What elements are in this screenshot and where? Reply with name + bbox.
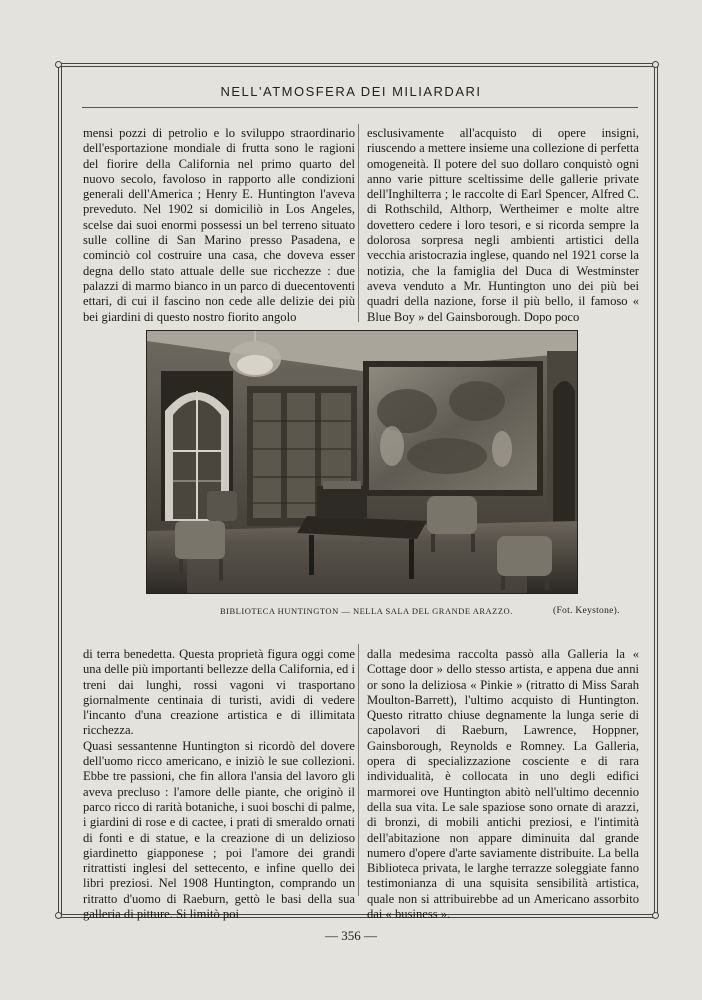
paragraph: mensi pozzi di petrolio e lo sviluppo straordinario dell'esportazione mondiale di frutta sono le ragioni del fiorire della California nel primo quarto del nuovo secolo, favoloso in rapporto alle condizioni generali dell'America ; Henry E. Huntington l'aveva preveduto. Nel 1902 si domiciliò in Los Angeles, scelse dai suoi enormi possessi un bel terreno situato sulle colline di San Marino presso Pasadena, e cominciò col costruire una casa, che doveva esser degna dello stato attuale delle sue ricchezze : due palazzi di marmo bianco in un parco di duecentoventi ettari, di cui il fascino non cede alle delizie dei più bei giardini di questo nostro fiorito angolo (83, 126, 355, 324)
right-frame-rule (654, 66, 658, 916)
frame-corner-ornament (55, 61, 62, 68)
column-divider (358, 644, 359, 896)
frame-corner-ornament (652, 912, 659, 919)
frame-corner-ornament (652, 61, 659, 68)
paragraph: dalla medesima raccolta passò alla Galleria la « Cottage door » dello stesso artista, e appena due anni or sono la deliziosa « Pinkie » (ritratto di Miss Sarah Moulton-Barrett), l'ultimo acquisto di Huntington. Questo ritratto chiuse degnamente la lunga serie di capolavori di Raeburn, Lawrence, Hoppner, Gainsborough, Reynolds e Romney. La Galleria, opera di specializzazione cosciente e di rara individualità, è collocata in uno degli edifici marmorei ove Huntington abitò nell'ultimo decennio della sua vita. Le sale spaziose sono ornate di arazzi, di bronzi, di mobili antichi preziosi, e l'intimità dell'abitazione non appare diminuita dal grande numero d'opere d'arte saviamente distribuite. La bella Biblioteca privata, le larghe terrazze soleggiate fanno testimonianza di una squisita sensibilità artistica, quale non si attribuirebbe ad un Americano assorbito dai « business ». (367, 647, 639, 922)
top-frame-rule (60, 63, 656, 67)
photo-credit: (Fot. Keystone). (553, 606, 620, 616)
top-right-column (367, 126, 639, 325)
top-left-column (83, 126, 355, 325)
bottom-right-column (367, 647, 639, 922)
paragraph: Quasi sessantenne Huntington si ricordò del dovere dell'uomo ricco americano, e iniziò le sue collezioni. Ebbe tre passioni, che fin allora l'ansia del lavoro gli aveva precluso : l'amore delle piante, che originò il parco ricco di rarità botaniche, i suoi boschi di palme, i giardini di rose e di cactee, i prati di smeraldo ornati di fonti e di statue, e la creazione di un delizioso giardinetto giapponese ; poi l'amore dei grandi ritrattisti inglesi del settecento, e infine quello dei libri preziosi. Nel 1908 Huntington, comprando un ritratto d'uomo di Raeburn, gettò le basi della sua galleria di pitture. Si limitò poi (83, 738, 355, 922)
column-divider (358, 124, 359, 322)
frame-corner-ornament (55, 912, 62, 919)
left-frame-rule (58, 66, 62, 916)
library-photograph (146, 330, 578, 594)
paragraph: di terra benedetta. Questa proprietà figura oggi come una delle più importanti bellezze della California, ed i treni dai lunghi, rossi vagoni vi trasportano giornalmente centinaia di turisti, avidi di vedere l'incanto d'una creazione artistica e di illimitata ricchezza. (83, 647, 355, 738)
header-rule (82, 107, 638, 108)
bottom-left-column (83, 647, 355, 922)
page-number: — 356 — (325, 928, 377, 943)
paragraph: esclusivamente all'acquisto di opere insigni, riuscendo a mettere insieme una collezione di perfetta omogeneità. Il potere del suo dollaro conquistò ogni anno varie pitture sceltissime delle gallerie private dell'Inghilterra ; le raccolte di Earl Spencer, Alfred C. di Rothschild, Althorp, Wertheimer e molte altre dovettero cedere i loro tesori, e si ricorda sempre la dolorosa sorpresa negli ambienti artistici della vecchia aristocrazia inglese, quando nel 1921 corse la notizia, che la famiglia del Duca di Westminster aveva venduto a Mr. Huntington uno dei più bei quadri della nazione, forse il più bello, il famoso « Blue Boy » del Gainsborough. Dopo poco (367, 126, 639, 324)
running-header: NELL'ATMOSFERA DEI MILIARDARI (220, 84, 482, 99)
figure-caption: BIBLIOTECA HUNTINGTON — NELLA SALA DEL GRANDE ARAZZO. (220, 606, 513, 616)
